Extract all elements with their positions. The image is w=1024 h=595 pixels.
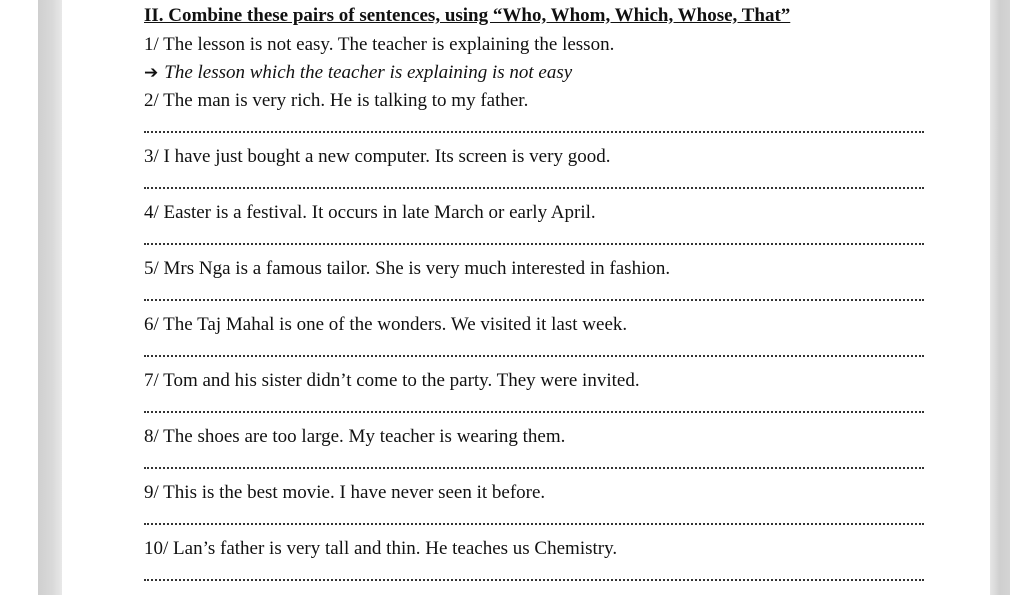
question-text: 6/ The Taj Mahal is one of the wonders. We visited it last week. [144, 314, 628, 335]
section-heading: II. Combine these pairs of sentences, using “Who, Whom, Which, Whose, That” [144, 5, 791, 26]
document-page [62, 0, 990, 595]
question-item [144, 199, 924, 255]
right-margin [990, 0, 1024, 595]
example-question: 1/ The lesson is not easy. The teacher is explaining the lesson. [144, 34, 615, 55]
answer-line[interactable] [144, 579, 924, 581]
example-answer: The lesson which the teacher is explaining is not easy [164, 62, 573, 83]
question-text: 9/ This is the best movie. I have never seen it before. [144, 482, 546, 503]
answer-line[interactable] [144, 411, 924, 413]
question-text: 8/ The shoes are too large. My teacher is wearing them. [144, 426, 566, 447]
question-item [144, 479, 924, 535]
arrow-right-icon: ➔ [144, 63, 159, 83]
question-text: 7/ Tom and his sister didn’t come to the party. They were invited. [144, 370, 640, 391]
question-text: 10/ Lan’s father is very tall and thin. He teaches us Chemistry. [144, 538, 618, 559]
answer-line[interactable] [144, 187, 924, 189]
question-text: 3/ I have just bought a new computer. Its screen is very good. [144, 146, 611, 167]
question-item [144, 423, 924, 479]
question-item [144, 367, 924, 423]
question-text: 4/ Easter is a festival. It occurs in late March or early April. [144, 202, 596, 223]
question-item [144, 143, 924, 199]
question-item [144, 87, 924, 143]
question-item [144, 255, 924, 311]
answer-line[interactable] [144, 523, 924, 525]
left-margin [0, 0, 40, 595]
answer-line[interactable] [144, 467, 924, 469]
answer-line[interactable] [144, 243, 924, 245]
question-item [144, 311, 924, 367]
left-shadow-bar [38, 0, 62, 595]
answer-line[interactable] [144, 299, 924, 301]
question-item [144, 535, 924, 591]
question-text: 2/ The man is very rich. He is talking to my father. [144, 90, 529, 111]
question-text: 5/ Mrs Nga is a famous tailor. She is very much interested in fashion. [144, 258, 671, 279]
right-shadow-bar [990, 0, 1010, 595]
worksheet-content [144, 3, 924, 591]
example-answer-row [144, 59, 924, 87]
answer-line[interactable] [144, 355, 924, 357]
answer-line[interactable] [144, 131, 924, 133]
